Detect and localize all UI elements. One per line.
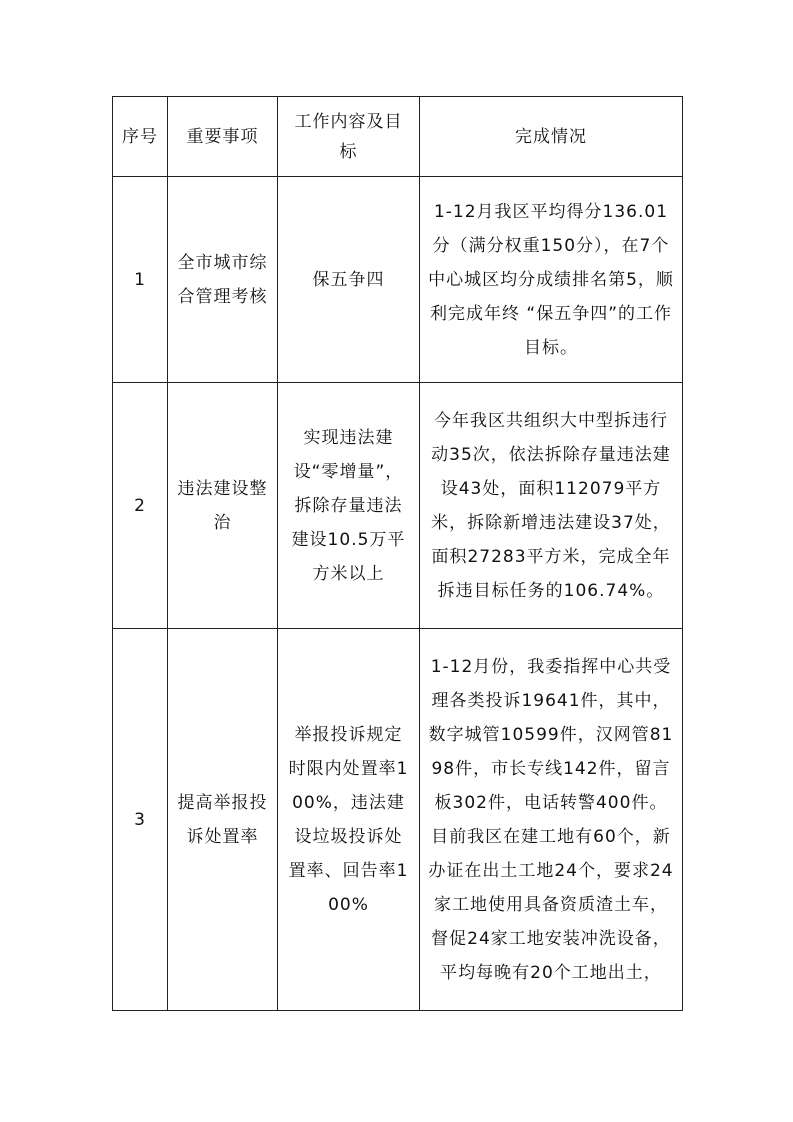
table-header-row xyxy=(113,97,683,177)
header-item: 重要事项 xyxy=(168,97,278,177)
row-goal: 保五争四 xyxy=(278,177,420,383)
header-goal: 工作内容及目标 xyxy=(278,97,420,177)
work-table xyxy=(112,96,683,1011)
row-goal: 实现违法建设“零增量”，拆除存量违法建设10.5万平方米以上 xyxy=(278,383,420,629)
table-row xyxy=(113,177,683,383)
row-status: 今年我区共组织大中型拆违行动35次，依法拆除存量违法建设43处，面积112079平方米，拆除新增违法建设37处，面积27283平方米，完成全年拆违目标任务的106.74%。 xyxy=(420,383,683,629)
row-goal: 举报投诉规定时限内处置率100%，违法建设垃圾投诉处置率、回告率100% xyxy=(278,629,420,1011)
table-row xyxy=(113,383,683,629)
row-status: 1-12月我区平均得分136.01分（满分权重150分），在7个中心城区均分成绩排名第5，顺利完成年终 “保五争四”的工作目标。 xyxy=(420,177,683,383)
row-no: 2 xyxy=(113,383,168,629)
header-status: 完成情况 xyxy=(420,97,683,177)
row-status: 1-12月份，我委指挥中心共受理各类投诉19641件，其中，数字城管10599件，汉网管8198件，市长专线142件，留言板302件，电话转警400件。目前我区在建工地有60个，新办证在出土工地24个，要求24家工地使用具备资质渣土车，督促24家工地安装冲洗设备，平均每晚有20个工地出土， xyxy=(420,629,683,1011)
row-item: 全市城市综合管理考核 xyxy=(168,177,278,383)
row-no: 1 xyxy=(113,177,168,383)
table-row xyxy=(113,629,683,1011)
header-no: 序号 xyxy=(113,97,168,177)
row-item: 提高举报投诉处置率 xyxy=(168,629,278,1011)
row-item: 违法建设整治 xyxy=(168,383,278,629)
row-no: 3 xyxy=(113,629,168,1011)
